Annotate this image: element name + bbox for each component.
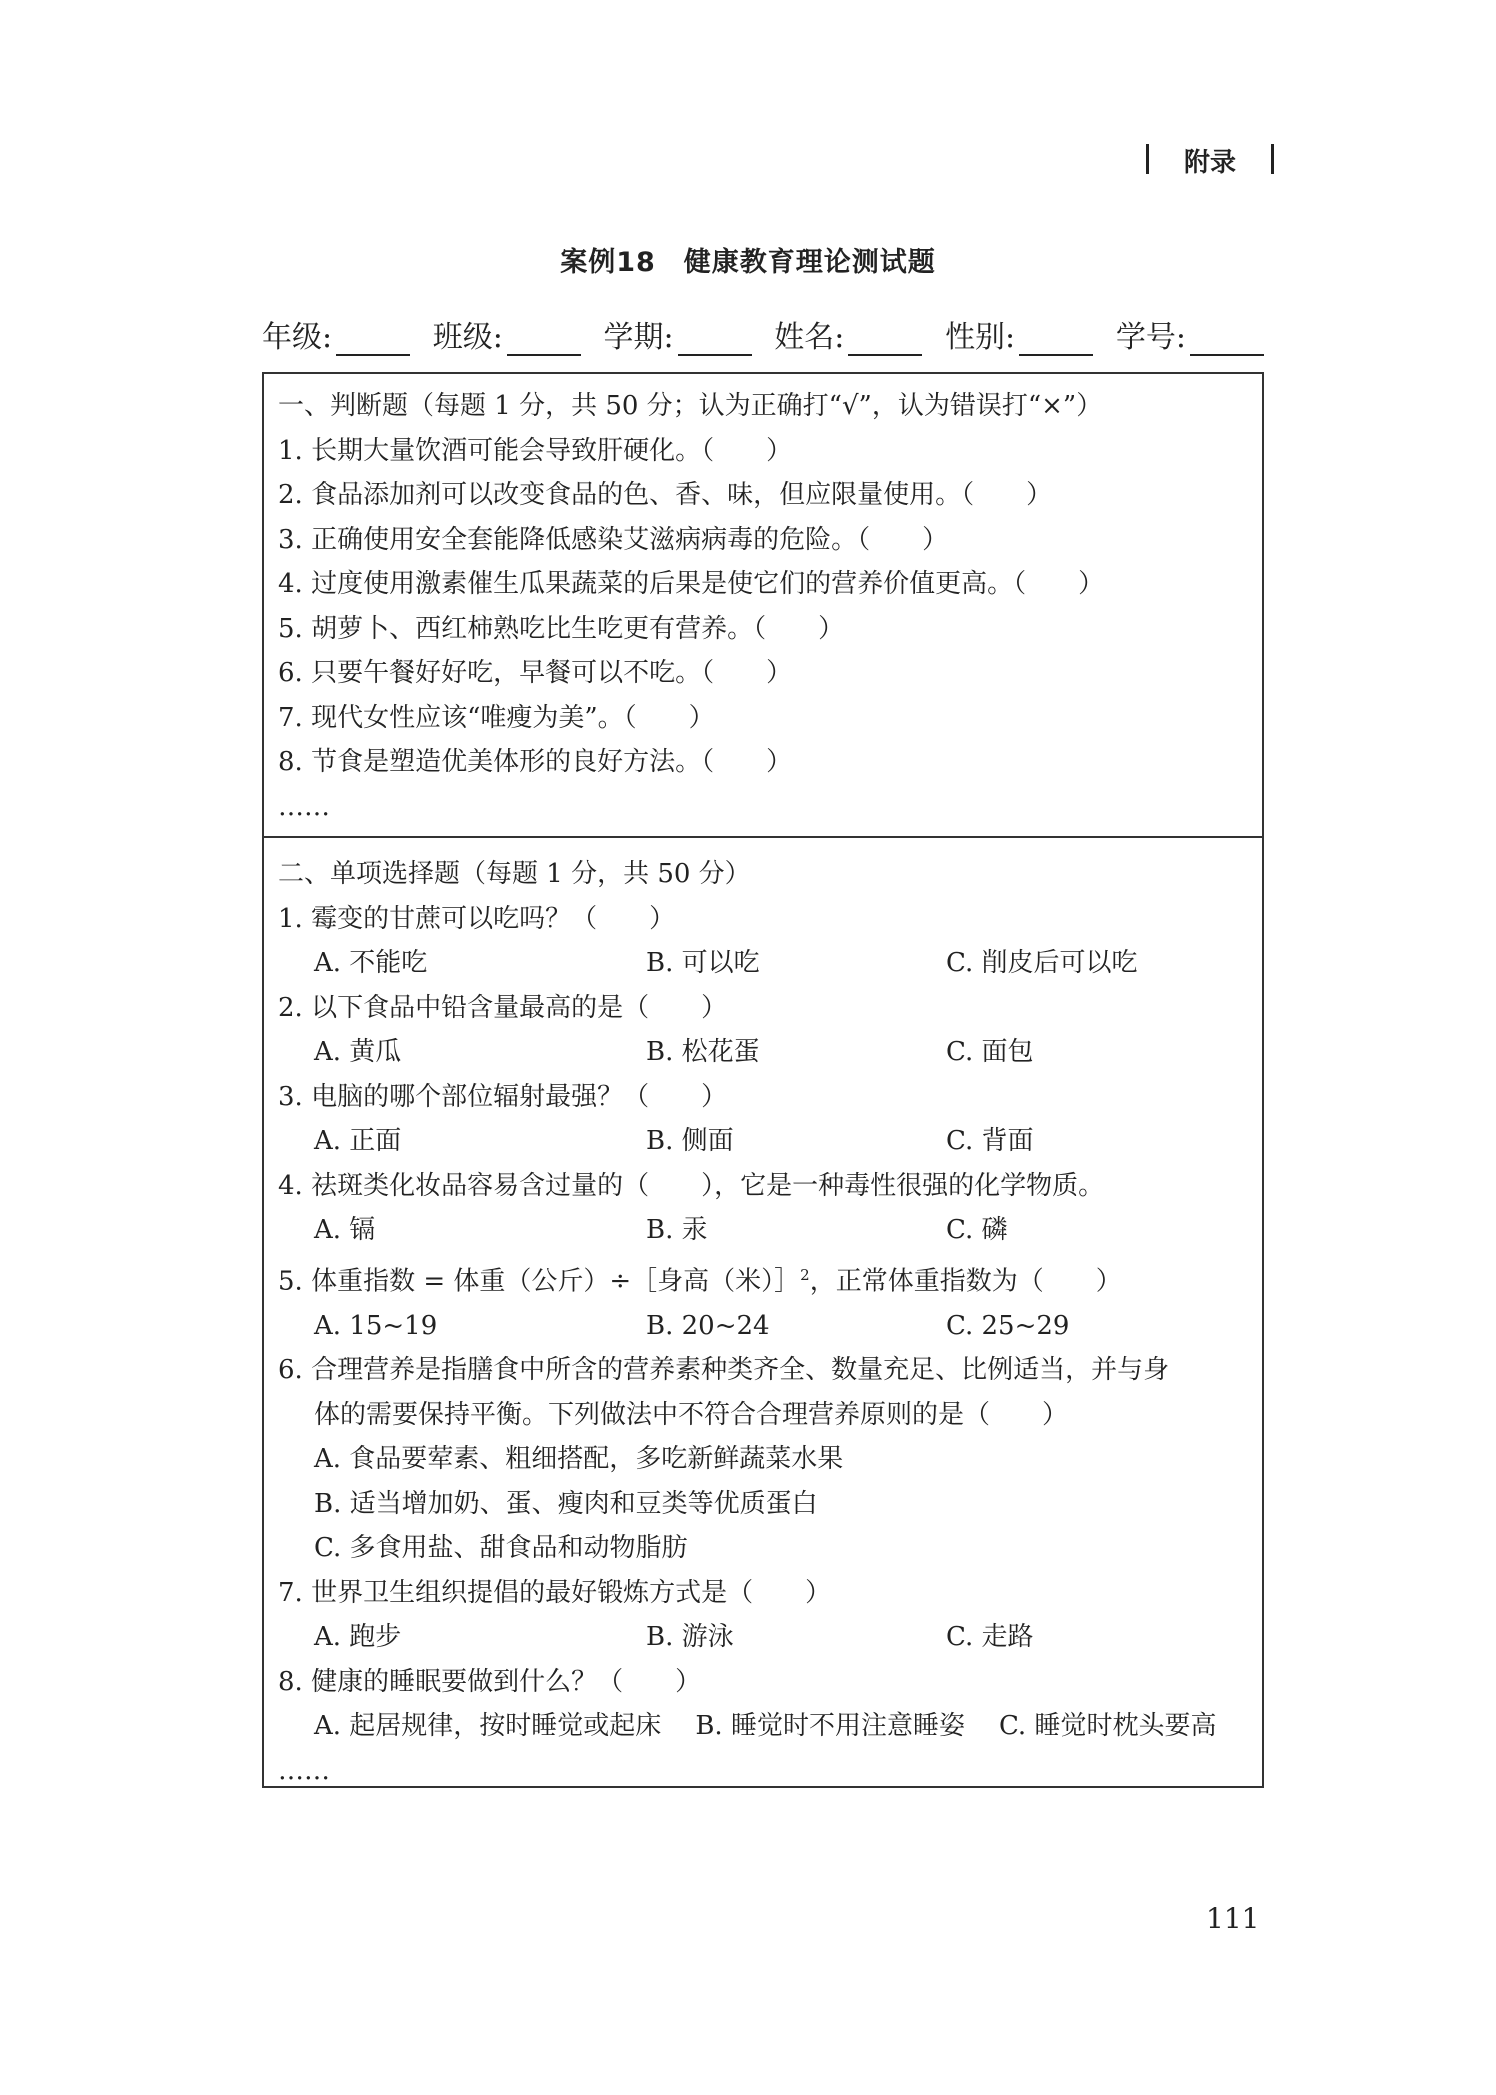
option-a: A. 起居规律，按时睡觉或起床 [314, 1711, 662, 1742]
question-item: 8. 节食是塑造优美体形的良好方法。（ ） [278, 747, 793, 777]
option-c: C. 睡觉时枕头要高 [998, 1711, 1217, 1742]
info-label: 学号: [1115, 320, 1186, 355]
blank-line[interactable] [507, 324, 581, 356]
option-c: C. 背面 [946, 1126, 1034, 1156]
info-label: 性别: [945, 320, 1016, 355]
options-row [278, 1208, 1248, 1253]
question-item: 1. 长期大量饮酒可能会导致肝硬化。（ ） [278, 435, 793, 466]
option-b: B. 20~24 [646, 1310, 770, 1341]
question-text: 5. 体重指数 = 体重（公斤）÷［身高（米）］ [278, 1266, 801, 1297]
true-false-section [262, 372, 1264, 838]
question-item: 3. 正确使用安全套能降低感染艾滋病病毒的危险。（ ） [278, 524, 949, 555]
info-field-class [433, 312, 581, 356]
blank-line[interactable] [848, 324, 922, 356]
blank-line[interactable] [336, 324, 410, 356]
info-label: 班级: [432, 320, 503, 355]
option-a: A. 正面 [314, 1126, 402, 1156]
right-bar-divider [1271, 144, 1274, 174]
question-6: 6. 合理营养是指膳食中所含的营养素种类齐全、数量充足、比例适当，并与身 [278, 1355, 1170, 1386]
question-item: 2. 食品添加剂可以改变食品的色、香、味，但应限量使用。（ ） [278, 480, 1053, 510]
question-text-cont: ，正常体重指数为（ ） [809, 1266, 1122, 1297]
option-b: B. 松花蛋 [646, 1037, 760, 1067]
option-a: A. 不能吃 [314, 948, 428, 978]
section-heading: 二、单项选择题（每题 1 分，共 50 分） [278, 859, 751, 889]
option-b: B. 游泳 [646, 1622, 734, 1653]
question-5 [278, 1253, 1248, 1304]
blank-line[interactable] [1190, 324, 1264, 356]
options-row [278, 941, 1248, 986]
option-a: A. 镉 [314, 1215, 376, 1245]
info-field-grade [262, 312, 410, 356]
question-4: 4. 祛斑类化妆品容易含过量的（ ），它是一种毒性很强的化学物质。 [278, 1170, 1105, 1201]
info-label: 姓名: [774, 320, 845, 355]
info-field-student-id [1116, 312, 1264, 356]
option-a: A. 食品要荤素、粗细搭配，多吃新鲜蔬菜水果 [314, 1444, 844, 1475]
option-b: B. 睡觉时不用注意睡姿 [695, 1711, 965, 1742]
option-c: C. 削皮后可以吃 [946, 948, 1138, 978]
option-b: B. 可以吃 [646, 948, 760, 978]
option-c: C. 走路 [946, 1622, 1034, 1653]
blank-line[interactable] [678, 324, 752, 356]
question-2: 2. 以下食品中铅含量最高的是（ ） [278, 992, 728, 1023]
info-label: 年级: [262, 320, 333, 355]
info-field-name [774, 312, 922, 356]
left-bar-divider [1146, 144, 1149, 174]
option-a: A. 15~19 [314, 1310, 438, 1341]
multiple-choice-section [262, 838, 1264, 1788]
superscript: 2 [800, 1265, 810, 1284]
option-b: B. 侧面 [646, 1126, 734, 1156]
question-item: 5. 胡萝卜、西红柿熟吃比生吃更有营养。（ ） [278, 613, 845, 644]
option-b: B. 适当增加奶、蛋、瘦肉和豆类等优质蛋白 [314, 1488, 818, 1519]
info-field-gender [945, 312, 1093, 356]
options-row [278, 1030, 1248, 1075]
page-title: 案例18 健康教育理论测试题 [560, 247, 936, 278]
option-c: C. 多食用盐、甜食品和动物脂肪 [314, 1533, 688, 1564]
question-3: 3. 电脑的哪个部位辐射最强？（ ） [278, 1081, 728, 1112]
page-number: 111 [1206, 1902, 1260, 1935]
question-item: 7. 现代女性应该“唯瘦为美”。（ ） [278, 702, 715, 733]
blank-line[interactable] [1019, 324, 1093, 356]
option-c: C. 磷 [946, 1215, 1008, 1245]
ellipsis: …… [278, 1755, 330, 1786]
options-row [278, 1704, 1248, 1749]
section-heading: 一、判断题（每题 1 分，共 50 分；认为正确打“√”，认为错误打“×”） [278, 391, 1103, 421]
question-item: 4. 过度使用激素催生瓜果蔬菜的后果是使它们的营养价值更高。（ ） [278, 569, 1105, 599]
options-row [278, 1119, 1248, 1164]
info-field-term [604, 312, 752, 356]
student-info-line [262, 312, 1264, 356]
question-1: 1. 霉变的甘蔗可以吃吗？（ ） [278, 903, 676, 934]
section-label: 附录 [1183, 147, 1236, 178]
ellipsis: …… [278, 791, 330, 822]
option-c: C. 面包 [946, 1037, 1034, 1067]
info-label: 学期: [603, 320, 674, 355]
question-6-cont: 体的需要保持平衡。下列做法中不符合合理营养原则的是（ ） [314, 1399, 1069, 1430]
option-a: A. 黄瓜 [314, 1037, 402, 1067]
options-row [278, 1304, 1248, 1349]
question-8: 8. 健康的睡眠要做到什么？（ ） [278, 1666, 702, 1697]
option-a: A. 跑步 [314, 1622, 402, 1653]
options-row [278, 1615, 1248, 1660]
question-item: 6. 只要午餐好好吃，早餐可以不吃。（ ） [278, 658, 793, 688]
question-7: 7. 世界卫生组织提倡的最好锻炼方式是（ ） [278, 1577, 832, 1608]
option-c: C. 25~29 [946, 1310, 1070, 1341]
option-b: B. 汞 [646, 1215, 708, 1245]
section-header [1146, 138, 1274, 182]
